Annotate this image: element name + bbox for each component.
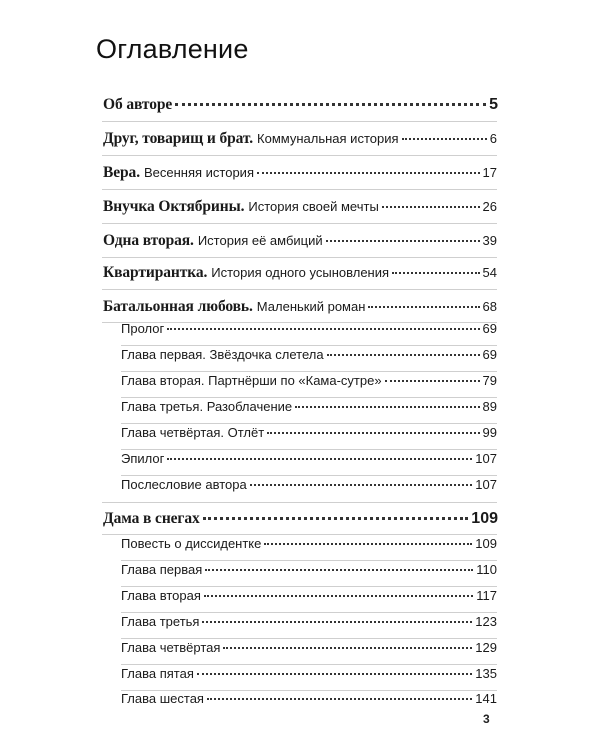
toc-leader [267,432,479,434]
toc-entry-title: Пролог [121,321,165,336]
toc-leader [326,240,480,242]
toc-entry-title: Батальонная любовь. [103,298,253,315]
toc-entry-subtitle: История своей мечты [248,199,379,214]
divider [121,371,497,372]
divider [121,475,497,476]
toc-page-number: 141 [475,691,497,706]
toc-entry-title: Глава первая. Звёздочка слетела [121,347,324,362]
toc-page-number: 123 [475,614,497,629]
divider [121,423,497,424]
divider [121,612,497,613]
toc-entry-title: Глава вторая [121,588,201,603]
toc-page-number: 117 [476,588,497,603]
toc-leader [385,380,480,382]
toc-entry-battalion-love[interactable] [103,298,497,318]
toc-entry-one-half[interactable] [103,232,497,252]
toc-entry-friend-comrade-brother[interactable] [103,130,497,150]
toc-leader [203,517,469,520]
divider [102,257,497,258]
divider [102,223,497,224]
toc-entry-title: Глава третья. Разоблачение [121,399,293,414]
toc-subentry-prologue[interactable] [121,321,497,341]
toc-entry-lady-in-snow[interactable] [103,510,498,530]
toc-leader [223,647,472,649]
toc-entry-title: Квартирантка. [103,264,208,281]
toc-subentry-dissident-story[interactable] [121,536,497,556]
toc-leader [402,138,487,140]
toc-subentry-ch2[interactable] [121,588,497,608]
toc-entry-vera[interactable] [103,164,497,184]
toc-entry-about-author[interactable] [103,96,498,116]
divider [102,155,497,156]
toc-leader [368,306,479,308]
toc-page-number: 135 [475,666,497,681]
divider [121,345,497,346]
toc-entry-title: Об авторе [103,96,173,113]
toc-subentry-ch5[interactable] [121,666,497,686]
toc-entry-title: Глава пятая [121,666,194,681]
toc-entry-title: Эпилог [121,451,165,466]
divider [121,638,497,639]
divider [121,397,497,398]
toc-leader [257,172,480,174]
divider [102,534,497,535]
toc-subentry-chapter-2[interactable] [121,373,497,393]
toc-entry-title: Глава первая [121,562,203,577]
divider [102,189,497,190]
toc-page-number: 99 [482,425,497,440]
divider [121,560,497,561]
toc-leader [327,354,480,356]
toc-page-number: 69 [482,321,497,336]
toc-leader [175,103,486,106]
toc-page-number: 39 [482,233,497,248]
toc-leader [207,698,472,700]
toc-subentry-ch3[interactable] [121,614,497,634]
toc-entry-title: Внучка Октябрины. [103,198,245,215]
toc-page-number: 109 [471,510,498,527]
toc-subentry-ch6[interactable] [121,691,497,711]
toc-entry-granddaughter[interactable] [103,198,497,218]
page-number: 3 [483,712,490,726]
toc-entry-subtitle: История её амбиций [197,233,323,248]
toc-entry-subtitle: История одного усыновления [211,265,390,280]
toc-page-number: 109 [475,536,497,551]
toc-entry-subtitle: Маленький роман [256,299,366,314]
toc-page-number: 110 [476,562,497,577]
toc-entry-lodger[interactable] [103,264,497,284]
divider [121,664,497,665]
divider [121,449,497,450]
toc-entry-title: Глава четвёртая. Отлёт [121,425,265,440]
toc-entry-title: Глава четвёртая [121,640,221,655]
toc-page-number: 89 [482,399,497,414]
toc-leader [167,328,479,330]
toc-page-number: 107 [475,451,497,466]
toc-subentry-afterword[interactable] [121,477,497,497]
toc-entry-title: Друг, товарищ и брат. [103,130,254,147]
page-title: Оглавление [96,34,249,64]
divider [121,586,497,587]
toc-leader [264,543,472,545]
toc-leader [202,621,472,623]
toc-entry-title: Повесть о диссидентке [121,536,262,551]
toc-page-number: 69 [482,347,497,362]
divider [102,121,497,122]
divider [102,502,497,503]
toc-page-number: 26 [482,199,497,214]
toc-subentry-chapter-3[interactable] [121,399,497,419]
toc-entry-title: Глава шестая [121,691,204,706]
toc-entry-subtitle: Весенняя история [143,165,254,180]
toc-entry-title: Вера. [103,164,140,181]
toc-page-number: 107 [475,477,497,492]
toc-entry-title: Послесловие автора [121,477,247,492]
toc-leader [295,406,479,408]
toc-page-number: 68 [482,299,497,314]
toc-subentry-epilogue[interactable] [121,451,497,471]
toc-page-number: 6 [489,131,497,146]
toc-entry-title: Глава третья [121,614,200,629]
toc-subentry-ch1[interactable] [121,562,497,582]
toc-subentry-chapter-4[interactable] [121,425,497,445]
toc-leader [167,458,472,460]
toc-subentry-ch4[interactable] [121,640,497,660]
toc-leader [392,272,479,274]
toc-leader [204,595,473,597]
toc-leader [250,484,473,486]
toc-entry-title: Дама в снегах [103,510,200,527]
toc-entry-title: Глава вторая. Партнёрши по «Кама-сутре» [121,373,382,388]
toc-entry-title: Одна вторая. [103,232,194,249]
toc-entry-subtitle: Коммунальная история [257,131,399,146]
toc-subentry-chapter-1[interactable] [121,347,497,367]
toc-leader [197,673,472,675]
toc-page-number: 17 [482,165,497,180]
toc-leader [382,206,480,208]
toc-page-number: 129 [475,640,497,655]
toc-page-number: 54 [482,265,497,280]
toc-page-number: 79 [482,373,497,388]
toc-page-number: 5 [489,96,498,113]
divider [102,289,497,290]
toc-leader [205,569,473,571]
